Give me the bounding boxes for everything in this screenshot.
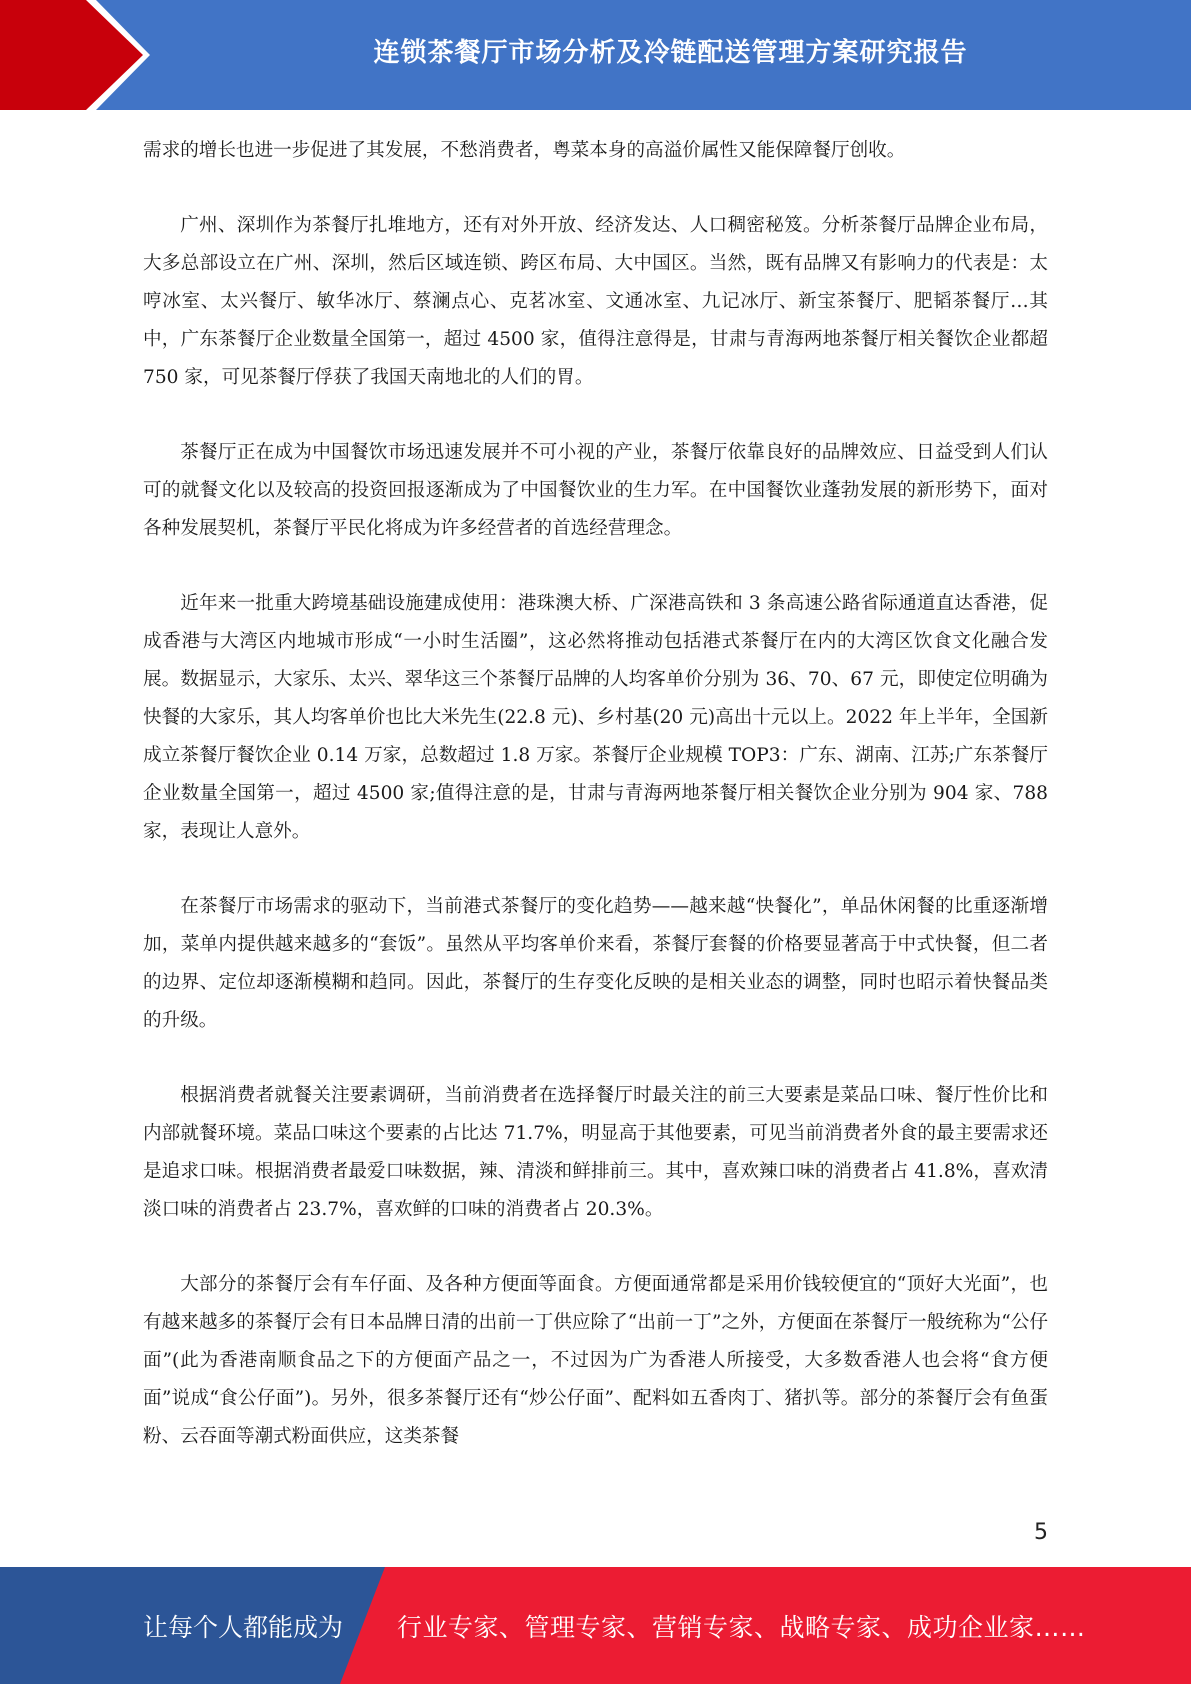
header-red-chevron — [0, 0, 143, 110]
page-footer — [0, 1567, 1191, 1684]
paragraph: 根据消费者就餐关注要素调研，当前消费者在选择餐厅时最关注的前三大要素是菜品口味、餐厅性价比和内部就餐环境。菜品口味这个要素的占比达 71.7%，明显高于其他要素，可见当前消费者外食的最主要需求还是追求口味。根据消费者最爱口味数据，辣、清淡和鲜排前三。其中，喜欢辣口味的消费者占 41.8%，喜欢清淡口味的消费者占 23.7%，喜欢鲜的口味的消费者占 20.3%。 — [143, 1085, 1048, 1220]
paragraph-continued: 需求的增长也进一步促进了其发展，不愁消费者，粤菜本身的高溢价属性又能保障餐厅创收。 — [143, 140, 906, 161]
paragraph: 广州、深圳作为茶餐厅扎堆地方，还有对外开放、经济发达、人口稠密秘笈。分析茶餐厅品牌企业布局，大多总部设立在广州、深圳，然后区域连锁、跨区布局、大中国区。当然，既有品牌又有影响力的代表是：太哼冰室、太兴餐厅、敏华冰厅、蔡澜点心、克茗冰室、文通冰室、九记冰厅、新宝茶餐厅、肥韬茶餐厅…其中，广东茶餐厅企业数量全国第一，超过 4500 家，值得注意得是，甘肃与青海两地茶餐厅相关餐饮企业都超 750 家，可见茶餐厅俘获了我国天南地北的人们的胃。 — [143, 215, 1048, 388]
footer-slogan-right: 行业专家、管理专家、营销专家、战略专家、成功企业家…… — [397, 1612, 1086, 1642]
report-title: 连锁茶餐厅市场分析及冷链配送管理方案研究报告 — [373, 37, 968, 68]
report-body — [143, 132, 1048, 1493]
footer-slogan-left: 让每个人都能成为 — [143, 1612, 344, 1642]
page-header — [0, 0, 1191, 110]
paragraph: 近年来一批重大跨境基础设施建成使用：港珠澳大桥、广深港高铁和 3 条高速公路省际通道直达香港，促成香港与大湾区内地城市形成“一小时生活圈”，这必然将推动包括港式茶餐厅在内的大湾区饮食文化融合发展。数据显示，大家乐、太兴、翠华这三个茶餐厅品牌的人均客单价分别为 36、70、67 元，即使定位明确为快餐的大家乐，其人均客单价也比大米先生(22.8 元)、乡村基(20 元)高出十元以上。2022 年上半年，全国新成立茶餐厅餐饮企业 0.14 万家，总数超过 1.8 万家。茶餐厅企业规模 TOP3：广东、湖南、江苏;广东茶餐厅企业数量全国第一，超过 4500 家;值得注意的是，甘肃与青海两地茶餐厅相关餐饮企业分别为 904 家、788 家，表现让人意外。 — [143, 593, 1048, 842]
paragraph: 大部分的茶餐厅会有车仔面、及各种方便面等面食。方便面通常都是采用价钱较便宜的“顶好大光面”，也有越来越多的茶餐厅会有日本品牌日清的出前一丁供应除了“出前一丁”之外，方便面在茶餐厅一般统称为“公仔面”(此为香港南顺食品之下的方便面产品之一，不过因为广为香港人所接受，大多数香港人也会将“食方便面”说成“食公仔面”)。另外，很多茶餐厅还有“炒公仔面”、配料如五香肉丁、猪扒等。部分的茶餐厅会有鱼蛋粉、云吞面等潮式粉面供应，这类茶餐 — [143, 1274, 1048, 1447]
page-number: 5 — [1034, 1520, 1048, 1545]
paragraph: 茶餐厅正在成为中国餐饮市场迅速发展并不可小视的产业，茶餐厅依靠良好的品牌效应、日益受到人们认可的就餐文化以及较高的投资回报逐渐成为了中国餐饮业的生力军。在中国餐饮业蓬勃发展的新形势下，面对各种发展契机，茶餐厅平民化将成为许多经营者的首选经营理念。 — [143, 442, 1048, 539]
paragraph: 在茶餐厅市场需求的驱动下，当前港式茶餐厅的变化趋势——越来越“快餐化”，单品休闲餐的比重逐渐增加，菜单内提供越来越多的“套饭”。虽然从平均客单价来看，茶餐厅套餐的价格要显著高于中式快餐，但二者的边界、定位却逐渐模糊和趋同。因此，茶餐厅的生存变化反映的是相关业态的调整，同时也昭示着快餐品类的升级。 — [143, 896, 1048, 1031]
